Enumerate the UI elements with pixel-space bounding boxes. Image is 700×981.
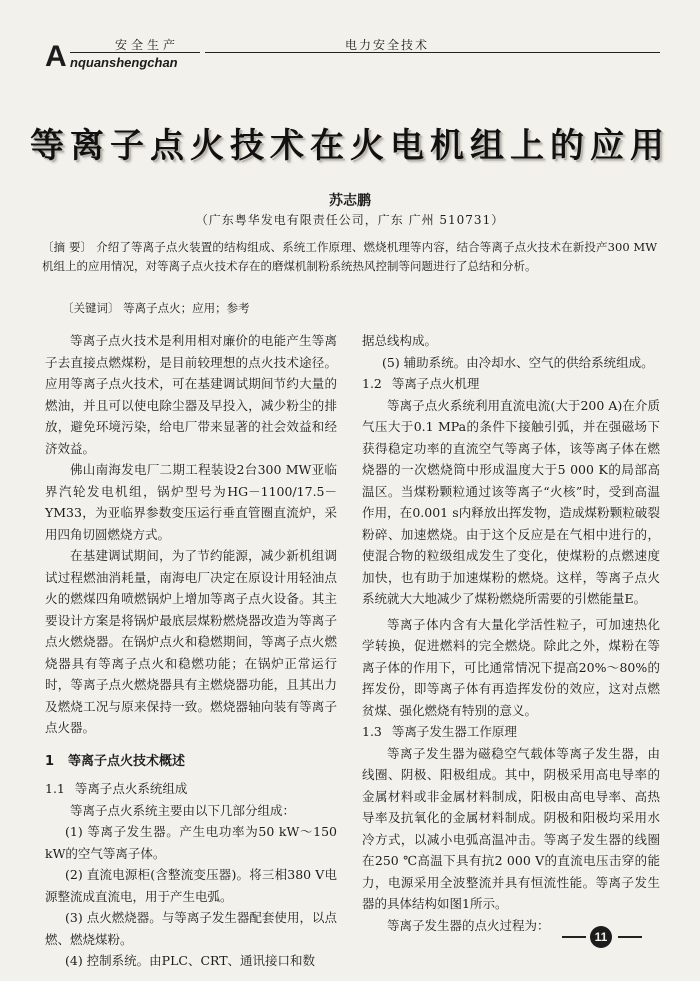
page-number-badge: 11 (590, 926, 612, 948)
journal-logo-letter: A (45, 40, 67, 73)
header-rule-left (70, 52, 200, 53)
header-rule-right (205, 52, 660, 53)
paragraph: 等离子点火系统主要由以下几部分组成： (70, 802, 296, 818)
abstract (42, 238, 657, 276)
paragraph: 等离子发生器的点火过程为： (387, 917, 550, 933)
list-item: (2) 直流电源柜(含整流变压器)。将三相380 V电源整流成直流电，用于产生电弧。 (45, 867, 337, 904)
keywords-label: 〔关键词〕 (62, 301, 120, 315)
article-author: 苏志鹏 (329, 193, 371, 209)
abstract-label: 〔摘 要〕 (42, 240, 93, 254)
keywords-text: 等离子点火；应用；参考 (123, 301, 250, 315)
keywords (62, 299, 657, 318)
subsection-title: 等离子发生器工作原理 (391, 724, 517, 739)
list-item: (3) 点火燃烧器。与等离子发生器配套使用，以点燃、燃烧煤粉。 (45, 910, 337, 947)
right-column (362, 330, 660, 936)
page-number-rule-left (562, 936, 586, 938)
paragraph: 等离子体内含有大量化学活性粒子，可加速热化学转换，促进燃料的完全燃烧。除此之外，煤粉在等离子体的作用下，可比通常情况下提高20%～80%的挥发份，即等离子体有再造挥发份的效应，这对点燃贫煤、强化燃烧有特别的意义。 (362, 616, 660, 718)
paragraph-continuation: 据总线构成。 (362, 333, 438, 348)
abstract-text: 介绍了等离子点火装置的结构组成、系统工作原理、燃烧机理等内容，结合等离子点火技术在新投产300 MW机组上的应用情况，对等离子点火技术存在的磨煤机制粉系统热风控制等问题进行了总结和分析。 (42, 240, 658, 273)
article-title: 等离子点火技术在火电机组上的应用 (30, 126, 670, 166)
list-item: (5) 辅助系统。由冷却水、空气的供给系统组成。 (382, 354, 654, 370)
paragraph: 等离子点火技术是利用相对廉价的电能产生等离子去直接点燃煤粉，是目前较理想的点火技术途径。应用等离子点火技术，可在基建调试期间节约大量的燃油，并且可以使电除尘器及早投入，减少粉尘的排放，避免环境污染，给电厂带来显著的社会效益和经济效益。 (45, 333, 337, 456)
subsection-title: 等离子点火机理 (391, 376, 480, 391)
paragraph: 在基建调试期间，为了节约能源，减少新机组调试过程燃油消耗量，南海电厂决定在原设计用轻油点火的燃煤四角喷燃锅炉上增加等离子点火设备。其主要设计方案是将锅炉最底层煤粉燃烧器改造为等离子点火燃烧器。在锅炉点火和稳燃期间，等离子点火燃烧器具有等离子点火和稳燃功能；在锅炉正常运行时，等离子点火燃烧器具有主燃烧器功能，且其出力及燃烧工况与原来保持一致。燃烧器轴向装有等离子点火器。 (45, 548, 337, 735)
paragraph: 佛山南海发电厂二期工程装设2台300 MW亚临界汽轮发电机组，锅炉型号为HG－1100/17.5－YM33，为亚临界参数变压运行垂直管圈直流炉，采用四角切圆燃烧方式。 (45, 462, 337, 542)
page-number (562, 926, 642, 948)
section-number: 1 (45, 753, 55, 769)
list-item: (4) 控制系统。由PLC、CRT、通讯接口和数 (65, 953, 316, 968)
left-column (45, 330, 337, 972)
list-item: (1) 等离子发生器。产生电功率为50 kW～150 kW的空气等离子体。 (45, 824, 337, 861)
running-header (45, 30, 660, 80)
subsection-number: 1.1 (45, 781, 65, 796)
author-affiliation: （广东粤华发电有限责任公司，广东 广州 510731） (195, 213, 505, 227)
journal-logo-chinese: 安全生产 (115, 38, 180, 52)
section-name: 电力安全技术 (345, 38, 430, 52)
page-number-rule-right (618, 936, 642, 938)
subsection-number: 1.2 (362, 376, 382, 391)
subsection-heading (362, 721, 660, 743)
section-title: 等离子点火技术概述 (68, 753, 186, 769)
subsection-heading (362, 373, 660, 395)
paragraph: 等离子发生器为磁稳空气载体等离子发生器，由线圈、阴极、阳极组成。其中，阴极采用高电导率的金属材料或非金属材料制成，阳极由高电导率、高热导率及抗氧化的金属材料制成。阴极和阳极均采用水冷方式，以减小电弧高温冲击。等离子发生器的线圈在250 ℃高温下具有抗2 000 V的直流电压击穿的能力，电源采用全波整流并具有恒流性能。等离子发生器的具体结构如图1所示。 (362, 745, 660, 911)
subsection-title: 等离子点火系统组成 (74, 781, 188, 796)
subsection-number: 1.3 (362, 724, 382, 739)
paragraph: 等离子点火系统利用直流电流(大于200 A)在介质气压大于0.1 MPa的条件下接触引弧，并在强磁场下获得稳定功率的直流空气等离子体，该等离子体在燃烧器的一次燃烧筒中形成温度大于5 000 K的局部高温区。当煤粉颗粒通过该等离子“火核”时，受到高温作用，在0.001 s内释放出挥发物，造成煤粉颗粒破裂粉碎、加速燃烧。由于这个反应是在气相中进行的，使混合物的粒级组成发生了变化，使煤粉的点燃速度加快，也有助于加速煤粉的燃烧。这样，等离子点火系统就大大地减少了煤粉燃烧所需要的引燃能量E。 (362, 397, 660, 606)
subsection-heading (45, 778, 337, 800)
section-heading (45, 751, 337, 773)
journal-logo-pinyin: nquanshengchan (70, 55, 178, 70)
